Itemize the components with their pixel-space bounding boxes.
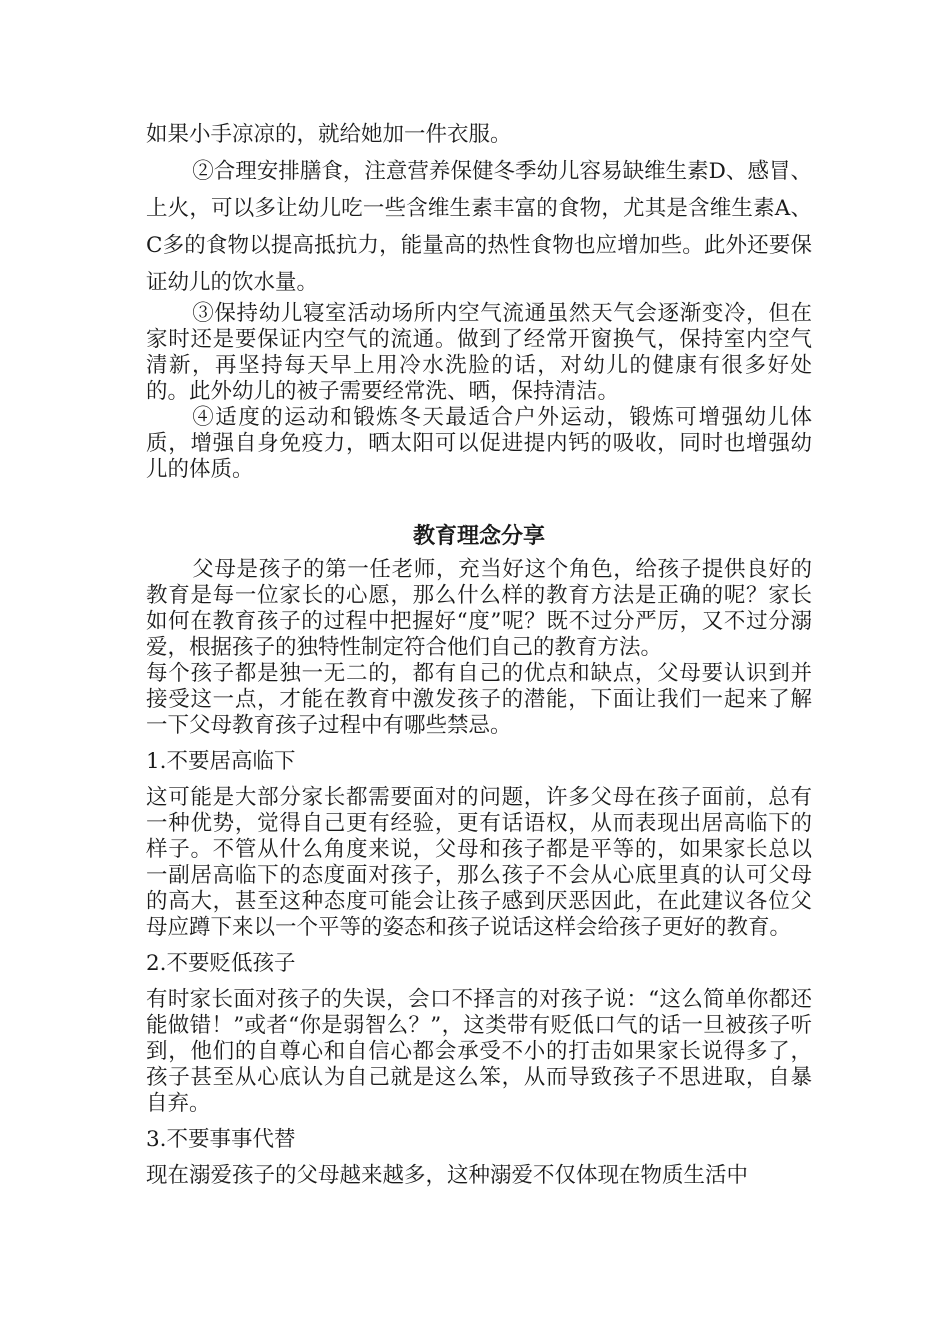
paragraph-parents: 父母是孩子的第一任老师，充当好这个角色，给孩子提供良好的教育是每一位家长的心愿，那么什么样的教育方法是正确的呢？家长如何在教育孩子的过程中把握好“度”呢？既不过分严厉，又不过分溺爱，根据孩子的独特性制定符合他们自己的教育方法。 [146,557,812,660]
document-page [146,116,812,1189]
heading-1: 1.不要居高临下 [146,749,296,774]
paragraph-item-2: ②合理安排膳食，注意营养保健冬季幼儿容易缺维生素D、感冒、上火，可以多让幼儿吃一些含维生素丰富的食物，尤其是含维生素A、C多的食物以提高抵抗力，能量高的热性食物也应增加些。此外还要保证幼儿的饮水量。 [146,159,812,295]
paragraph-intro-tail: 如果小手凉凉的，就给她加一件衣服。 [146,122,512,147]
paragraph-heading-2: 有时家长面对孩子的失误，会口不择言的对孩子说：“这么简单你都还能做错！”或者“你是弱智么？”，这类带有贬低口气的话一旦被孩子听到，他们的自尊心和自信心都会承受不小的打击如果家长说得多了，孩子甚至从心底认为自己就是这么笨，从而导致孩子不思进取，自暴自弃。 [146,987,812,1116]
heading-2: 2.不要贬低孩子 [146,951,296,976]
paragraph-item-3: ③保持幼儿寝室活动场所内空气流通虽然天气会逐渐变冷，但在家时还是要保证内空气的流通。做到了经常开窗换气，保持室内空气清新，再坚持每天早上用冷水洗脸的话，对幼儿的健康有很多好处的。此外幼儿的被子需要经常洗、晒，保持清洁。 [146,301,812,404]
paragraph-heading-3: 现在溺爱孩子的父母越来越多，这种溺爱不仅体现在物质生活中 [146,1163,749,1188]
paragraph-item-4: ④适度的运动和锻炼冬天最适合户外运动，锻炼可增强幼儿体质，增强自身免疫力，晒太阳可以促进提内钙的吸收，同时也增强幼儿的体质。 [146,405,812,482]
section-title: 教育理念分享 [412,523,545,549]
paragraph-unique: 每个孩子都是独一无二的，都有自己的优点和缺点，父母要认识到并接受这一点，才能在教育中激发孩子的潜能，下面让我们一起来了解一下父母教育孩子过程中有哪些禁忌。 [146,661,812,738]
heading-3: 3.不要事事代替 [146,1127,296,1152]
paragraph-heading-1: 这可能是大部分家长都需要面对的问题，许多父母在孩子面前，总有一种优势，觉得自己更有经验，更有话语权，从而表现出居高临下的样子。不管从什么角度来说，父母和孩子都是平等的，如果家长总以一副居高临下的态度面对孩子，那么孩子不会从心底里真的认可父母的高大，甚至这种态度可能会让孩子感到厌恶因此，在此建议各位父母应蹲下来以一个平等的姿态和孩子说话这样会给孩子更好的教育。 [146,785,812,940]
